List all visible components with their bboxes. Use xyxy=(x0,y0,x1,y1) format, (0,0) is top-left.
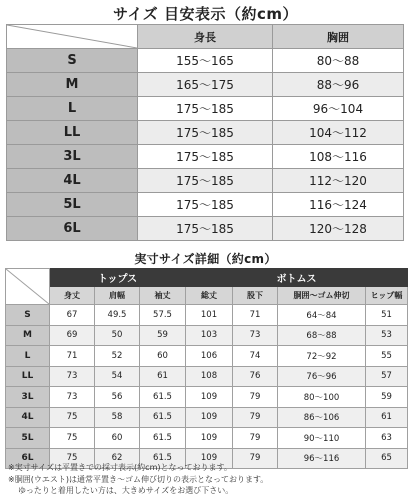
measurement-cell: 109 xyxy=(186,407,233,428)
measurement-cell: 109 xyxy=(186,387,233,408)
height-value: 175～185 xyxy=(138,121,273,145)
chest-value: 112～120 xyxy=(273,169,404,193)
measurement-cell: 64～84 xyxy=(278,305,366,326)
measurement-cell: 65 xyxy=(366,448,408,469)
height-value: 155～165 xyxy=(138,49,273,73)
table-row xyxy=(6,407,408,428)
height-value: 175～185 xyxy=(138,193,273,217)
measurement-cell: 68～88 xyxy=(278,325,366,346)
height-value: 175～185 xyxy=(138,217,273,241)
measurement-cell: 69 xyxy=(50,325,95,346)
measurement-cell: 52 xyxy=(95,346,140,367)
measurement-cell: 60 xyxy=(140,346,186,367)
detail-title: 実寸サイズ詳細（約cm） xyxy=(134,252,277,266)
measurement-cell: 73 xyxy=(50,387,95,408)
table-row xyxy=(6,366,408,387)
chest-value: 116～124 xyxy=(273,193,404,217)
size-label: S xyxy=(6,305,50,326)
measurement-cell: 96～116 xyxy=(278,448,366,469)
chest-value: 108～116 xyxy=(273,145,404,169)
measurement-cell: 60 xyxy=(95,428,140,449)
table-row xyxy=(7,121,404,145)
measurement-cell: 58 xyxy=(95,407,140,428)
measurement-cell: 80～100 xyxy=(278,387,366,408)
measurement-cell: 61.5 xyxy=(140,407,186,428)
table-row xyxy=(7,217,404,241)
size-label: LL xyxy=(7,121,138,145)
table-row xyxy=(6,305,408,326)
table-row xyxy=(6,325,408,346)
measurement-cell: 61 xyxy=(140,366,186,387)
measurement-cell: 54 xyxy=(95,366,140,387)
measurement-cell: 75 xyxy=(50,448,95,469)
group-tops: トップス xyxy=(50,269,186,287)
measurement-cell: 71 xyxy=(50,346,95,367)
table-row xyxy=(7,97,404,121)
measurement-cell: 72～92 xyxy=(278,346,366,367)
measurement-cell: 79 xyxy=(233,407,278,428)
chest-value: 80～88 xyxy=(273,49,404,73)
header-cell: 袖丈 xyxy=(140,287,186,305)
measurement-cell: 59 xyxy=(140,325,186,346)
table-corner xyxy=(7,25,138,49)
size-label: 6L xyxy=(6,448,50,469)
size-label: L xyxy=(6,346,50,367)
table-row xyxy=(6,428,408,449)
measurement-cell: 57.5 xyxy=(140,305,186,326)
size-label: LL xyxy=(6,366,50,387)
note-line: ※実寸サイズは平置きでの採寸表示(約cm)となっております。 xyxy=(8,463,232,472)
measurement-cell: 90～110 xyxy=(278,428,366,449)
header-cell: 股下 xyxy=(233,287,278,305)
measurement-cell: 56 xyxy=(95,387,140,408)
measurement-cell: 108 xyxy=(186,366,233,387)
table-row xyxy=(7,73,404,97)
measurement-cell: 109 xyxy=(186,448,233,469)
measurement-cell: 62 xyxy=(95,448,140,469)
table-row xyxy=(6,387,408,408)
measurement-cell: 109 xyxy=(186,428,233,449)
note-line: ※胴囲(ウエスト)は通常平置き～ゴム伸び切りの表示となっております。 xyxy=(8,474,269,484)
measurement-cell: 51 xyxy=(366,305,408,326)
chest-value: 120～128 xyxy=(273,217,404,241)
measurement-cell: 73 xyxy=(233,325,278,346)
measurement-cell: 73 xyxy=(50,366,95,387)
table-corner xyxy=(6,269,50,305)
measurement-cell: 75 xyxy=(50,428,95,449)
measurement-cell: 86～106 xyxy=(278,407,366,428)
header-cell: 胴囲～ゴム伸切 xyxy=(278,287,366,305)
notes xyxy=(8,462,406,497)
measurement-cell: 61.5 xyxy=(140,448,186,469)
size-label: 6L xyxy=(7,217,138,241)
group-bottoms: ボトムス xyxy=(186,269,408,287)
measurement-cell: 103 xyxy=(186,325,233,346)
measurement-cell: 61.5 xyxy=(140,387,186,408)
measurement-cell: 76 xyxy=(233,366,278,387)
measurement-cell: 79 xyxy=(233,428,278,449)
measurement-cell: 55 xyxy=(366,346,408,367)
measurement-cell: 101 xyxy=(186,305,233,326)
measurement-cell: 61 xyxy=(366,407,408,428)
header-cell: 総丈 xyxy=(186,287,233,305)
measurement-cell: 71 xyxy=(233,305,278,326)
table-row xyxy=(7,193,404,217)
measurement-cell: 57 xyxy=(366,366,408,387)
size-label: L xyxy=(7,97,138,121)
table-row xyxy=(7,169,404,193)
size-guide-table xyxy=(6,24,404,241)
size-label: 4L xyxy=(6,407,50,428)
height-value: 175～185 xyxy=(138,97,273,121)
chest-value: 88～96 xyxy=(273,73,404,97)
chest-value: 104～112 xyxy=(273,121,404,145)
table-row xyxy=(7,49,404,73)
measurement-cell: 59 xyxy=(366,387,408,408)
size-guide-title: サイズ 目安表示（約cm） xyxy=(112,5,299,23)
height-value: 175～185 xyxy=(138,169,273,193)
measurement-cell: 50 xyxy=(95,325,140,346)
note-line: ゆったりと着用したい方は、大きめサイズをお選び下さい。 xyxy=(18,486,234,495)
measurement-cell: 106 xyxy=(186,346,233,367)
diagonal-line xyxy=(7,25,137,48)
size-label: M xyxy=(6,325,50,346)
diagonal-line xyxy=(6,269,49,304)
detail-table xyxy=(5,268,408,469)
size-label: 4L xyxy=(7,169,138,193)
measurement-cell: 76～96 xyxy=(278,366,366,387)
size-label: S xyxy=(7,49,138,73)
table-row xyxy=(6,346,408,367)
header-height: 身長 xyxy=(138,25,273,49)
size-label: 5L xyxy=(7,193,138,217)
size-label: M xyxy=(7,73,138,97)
measurement-cell: 53 xyxy=(366,325,408,346)
measurement-cell: 79 xyxy=(233,387,278,408)
height-value: 175～185 xyxy=(138,145,273,169)
header-cell: ヒップ幅 xyxy=(366,287,408,305)
measurement-cell: 74 xyxy=(233,346,278,367)
size-label: 5L xyxy=(6,428,50,449)
table-row xyxy=(7,145,404,169)
measurement-cell: 49.5 xyxy=(95,305,140,326)
size-label: 3L xyxy=(7,145,138,169)
measurement-cell: 75 xyxy=(50,407,95,428)
size-label: 3L xyxy=(6,387,50,408)
header-cell: 肩幅 xyxy=(95,287,140,305)
height-value: 165～175 xyxy=(138,73,273,97)
header-cell: 身丈 xyxy=(50,287,95,305)
measurement-cell: 61.5 xyxy=(140,428,186,449)
header-chest: 胸囲 xyxy=(273,25,404,49)
measurement-cell: 63 xyxy=(366,428,408,449)
measurement-cell: 67 xyxy=(50,305,95,326)
chest-value: 96～104 xyxy=(273,97,404,121)
measurement-cell: 79 xyxy=(233,448,278,469)
